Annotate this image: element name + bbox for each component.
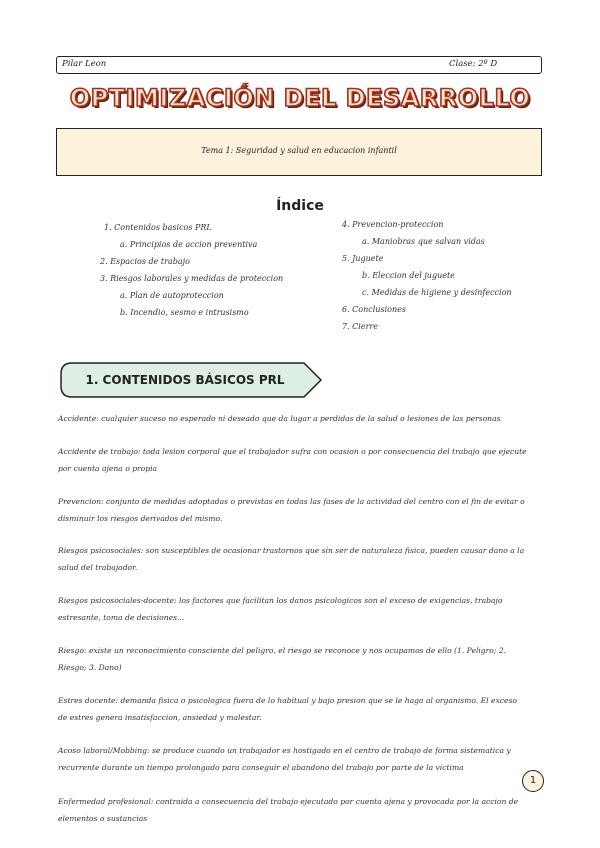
index-item: 3. Riesgos laborales y medidas de proteccion bbox=[100, 274, 284, 283]
index-item: b. Incendio, sesmo e intrusismo bbox=[120, 308, 249, 317]
index-item: 1. Contenidos basicos PRL bbox=[104, 223, 212, 232]
index-item: 7. Cierre bbox=[342, 322, 378, 331]
paragraph: Riesgos psicosociales: son susceptibles de ocasionar trastornos que sin ser de naturaleza fisica, pueden causar dano a la salud del trabajador. bbox=[58, 546, 525, 572]
index-item: a. Principios de accion preventiva bbox=[120, 240, 258, 249]
page-title: OPTIMIZACIÓN DEL DESARROLLO bbox=[69, 84, 531, 112]
paragraph: Riesgos psicosociales-docente: los factores que facilitan los danos psicologicos son el exceso de exigencias, trabajo estresante, toma de decisiones... bbox=[58, 596, 503, 622]
page-number-badge: 1 bbox=[522, 770, 544, 792]
paragraph: Prevencion: conjunto de medidas adoptadas o previstas en todas las fases de la actividad del centro con el fin de evitar o disminuir los riesgos derivados del mismo. bbox=[58, 497, 525, 523]
header-bar bbox=[56, 56, 542, 74]
index-item: 6. Conclusiones bbox=[342, 305, 406, 314]
paragraph: Riesgo: existe un reconocimiento consciente del peligro, el riesgo se reconoce y nos ocupamos de ello (1. Peligro; 2. Riesgo; 3. Dano) bbox=[58, 646, 507, 672]
index-item: 2. Espacios de trabajo bbox=[100, 257, 190, 266]
class-label: Clase: 2º D bbox=[449, 59, 498, 69]
paragraph: Accidente de trabajo: toda lesion corporal que el trabajador sufra con ocasion o por consecuencia del trabajo que ejecute por cuenta ajena o propia bbox=[58, 447, 527, 473]
index-item: 5. Juguete bbox=[342, 254, 384, 263]
index-item: 4. Prevencion-proteccion bbox=[342, 220, 444, 229]
topic-box bbox=[56, 128, 542, 176]
section-title: 1. CONTENIDOS BÁSICOS PRL bbox=[85, 373, 285, 387]
paragraph: Accidente: cualquier suceso no esperado ni deseado que da lugar a perdidas de la salud o lesiones de las personas bbox=[58, 414, 501, 423]
index-item: a. Maniobras que salvan vidas bbox=[362, 237, 485, 246]
section-banner bbox=[60, 362, 322, 398]
author-name: Pilar Leon bbox=[62, 59, 107, 69]
paragraph: Enfermedad profesional: contraida a consecuencia del trabajo ejecutado por cuenta ajena y provocada por la accion de elementos o sustancias bbox=[58, 797, 519, 823]
index-heading: Índice bbox=[276, 198, 324, 214]
topic-text: Tema 1: Seguridad y salud en educacion infantil bbox=[201, 146, 397, 155]
paragraph: Estres docente: demanda fisica o psicologica fuera de lo habitual y bajo presion que se le haga al organismo. El exceso de estres genera insatisfaccion, ansiedad y malestar. bbox=[58, 696, 517, 722]
index-item: b. Eleccion del juguete bbox=[362, 271, 455, 280]
paragraph: Acoso laboral/Mobbing: se produce cuando un trabajador es hostigado en el centro de trabajo de forma sistematica y recurrente durante un tiempo prolongado para conseguir el abandono del trabajo por parte de la victima bbox=[58, 746, 511, 772]
index-item: a. Plan de autoproteccion bbox=[120, 291, 224, 300]
index-item: c. Medidas de higiene y desinfeccion bbox=[362, 288, 512, 297]
